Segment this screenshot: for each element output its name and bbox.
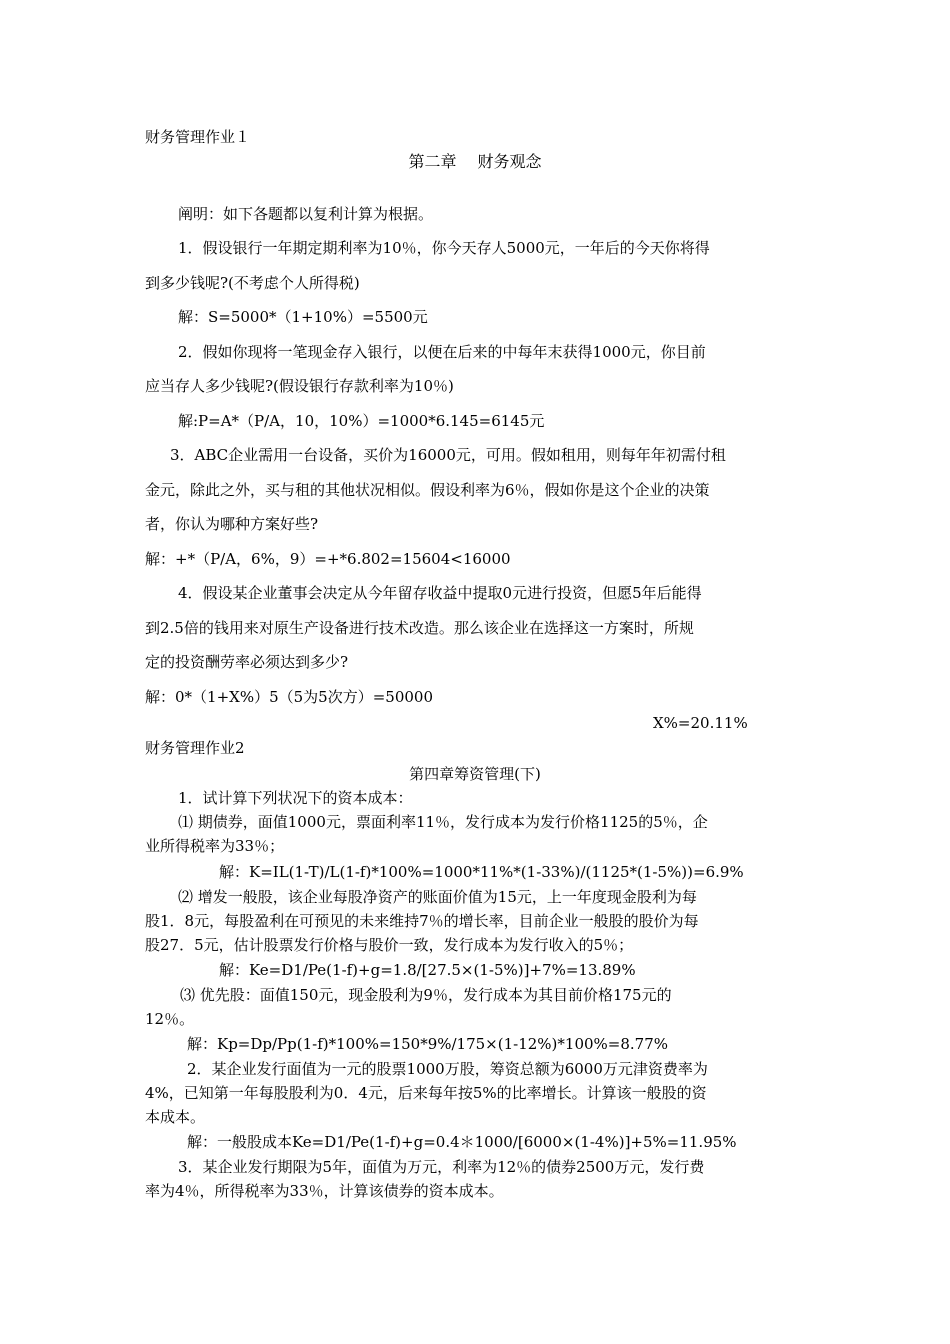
question-line: 1．试计算下列状况下的资本成本： (178, 789, 413, 807)
question-line: 到2.5倍的钱用来对原生产设备进行技术改造。那么该企业在选择这一方案时，所规 (145, 619, 694, 637)
section1-chapter-title: 第二章 财务观念 (408, 152, 542, 171)
question-line: 2．某企业发行面值为一元的股票1000万股，筹资总额为6000万元津资费率为 (187, 1060, 708, 1078)
question-line: 4．假设某企业董事会决定从今年留存收益中提取0元进行投资，但愿5年后能得 (178, 584, 702, 602)
question-line: 应当存人多少钱呢?(假设银行存款利率为10％) (145, 377, 454, 395)
question-line: 率为4％，所得税率为33％，计算该债券的资本成本。 (145, 1182, 504, 1200)
answer-line: 解：一般股成本Ke=D1/Pe(1-f)+g=0.4＊1000/[6000×(1-4%)]+5%=11.95% (187, 1133, 737, 1151)
question-line: 12％。 (145, 1010, 195, 1028)
question-line: 到多少钱呢?(不考虑个人所得税) (145, 274, 360, 292)
answer-line: 解：+*（P/A，6%，9）=+*6.802=15604<16000 (145, 550, 511, 568)
question-line: 2．假如你现将一笔现金存入银行，以便在后来的中每年末获得1000元，你目前 (178, 343, 706, 361)
answer-line: 解：S=5000*（1+10%）=5500元 (178, 308, 428, 326)
answer-line: 解：K=IL(1-T)/L(1-f)*100%=1000*11%*(1-33%)/(1125*(1-5%))=6.9% (219, 863, 744, 881)
question-line: 者，你认为哪种方案好些? (145, 515, 319, 533)
question-line: ⑵ 增发一般股，该企业每股净资产的账面价值为15元，上一年度现金股利为每 (178, 888, 697, 906)
answer-result: X%=20.11% (653, 714, 748, 732)
question-line: 3．ABC企业需用一台设备，买价为16000元，可用。假如租用，则每年年初需付租 (170, 446, 726, 464)
answer-line: 解:P=A*（P/A，10，10%）=1000*6.145=6145元 (178, 412, 545, 430)
question-line: ⑶ 优先股：面值150元，现金股利为9％，发行成本为其目前价格175元的 (180, 986, 672, 1004)
question-line: 业所得税率为33％； (145, 837, 285, 855)
question-line: ⑴ 期债券，面值1000元，票面利率11％，发行成本为发行价格1125的5％，企 (178, 813, 708, 831)
question-line: 股1．8元，每股盈利在可预见的未来维持7％的增长率，目前企业一般股的股价为每 (145, 912, 699, 930)
answer-line: 解：0*（1+X%）5（5为5次方）=50000 (145, 688, 434, 706)
question-line: 本成本。 (145, 1108, 206, 1126)
answer-line: 解：Kp=Dp/Pp(1-f)*100%=150*9%/175×(1-12%)*100%=8.77% (187, 1035, 669, 1053)
instruction-note: 阐明：如下各题都以复利计算为根据。 (178, 205, 434, 223)
question-line: 3．某企业发行期限为5年，面值为万元，利率为12％的债券2500万元，发行费 (178, 1158, 705, 1176)
question-line: 定的投资酬劳率必须达到多少? (145, 653, 349, 671)
section1-header: 财务管理作业１ (145, 128, 251, 146)
answer-line: 解：Ke=D1/Pe(1-f)+g=1.8/[27.5×(1-5%)]+7%=13.89% (219, 961, 636, 979)
question-line: 1．假设银行一年期定期利率为10％，你今天存人5000元，一年后的今天你将得 (178, 239, 710, 257)
question-line: 4%，已知第一年每股股利为0．4元，后来每年按5%的比率增长。计算该一般股的资 (145, 1084, 707, 1102)
question-line: 金元，除此之外，买与租的其他状况相似。假设利率为6％，假如你是这个企业的决策 (145, 481, 710, 499)
section2-chapter-title: 第四章筹资管理(下) (409, 765, 541, 783)
section2-header: 财务管理作业2 (145, 739, 245, 757)
question-line: 股27．5元，估计股票发行价格与股价一致，发行成本为发行收入的5％； (145, 936, 634, 954)
